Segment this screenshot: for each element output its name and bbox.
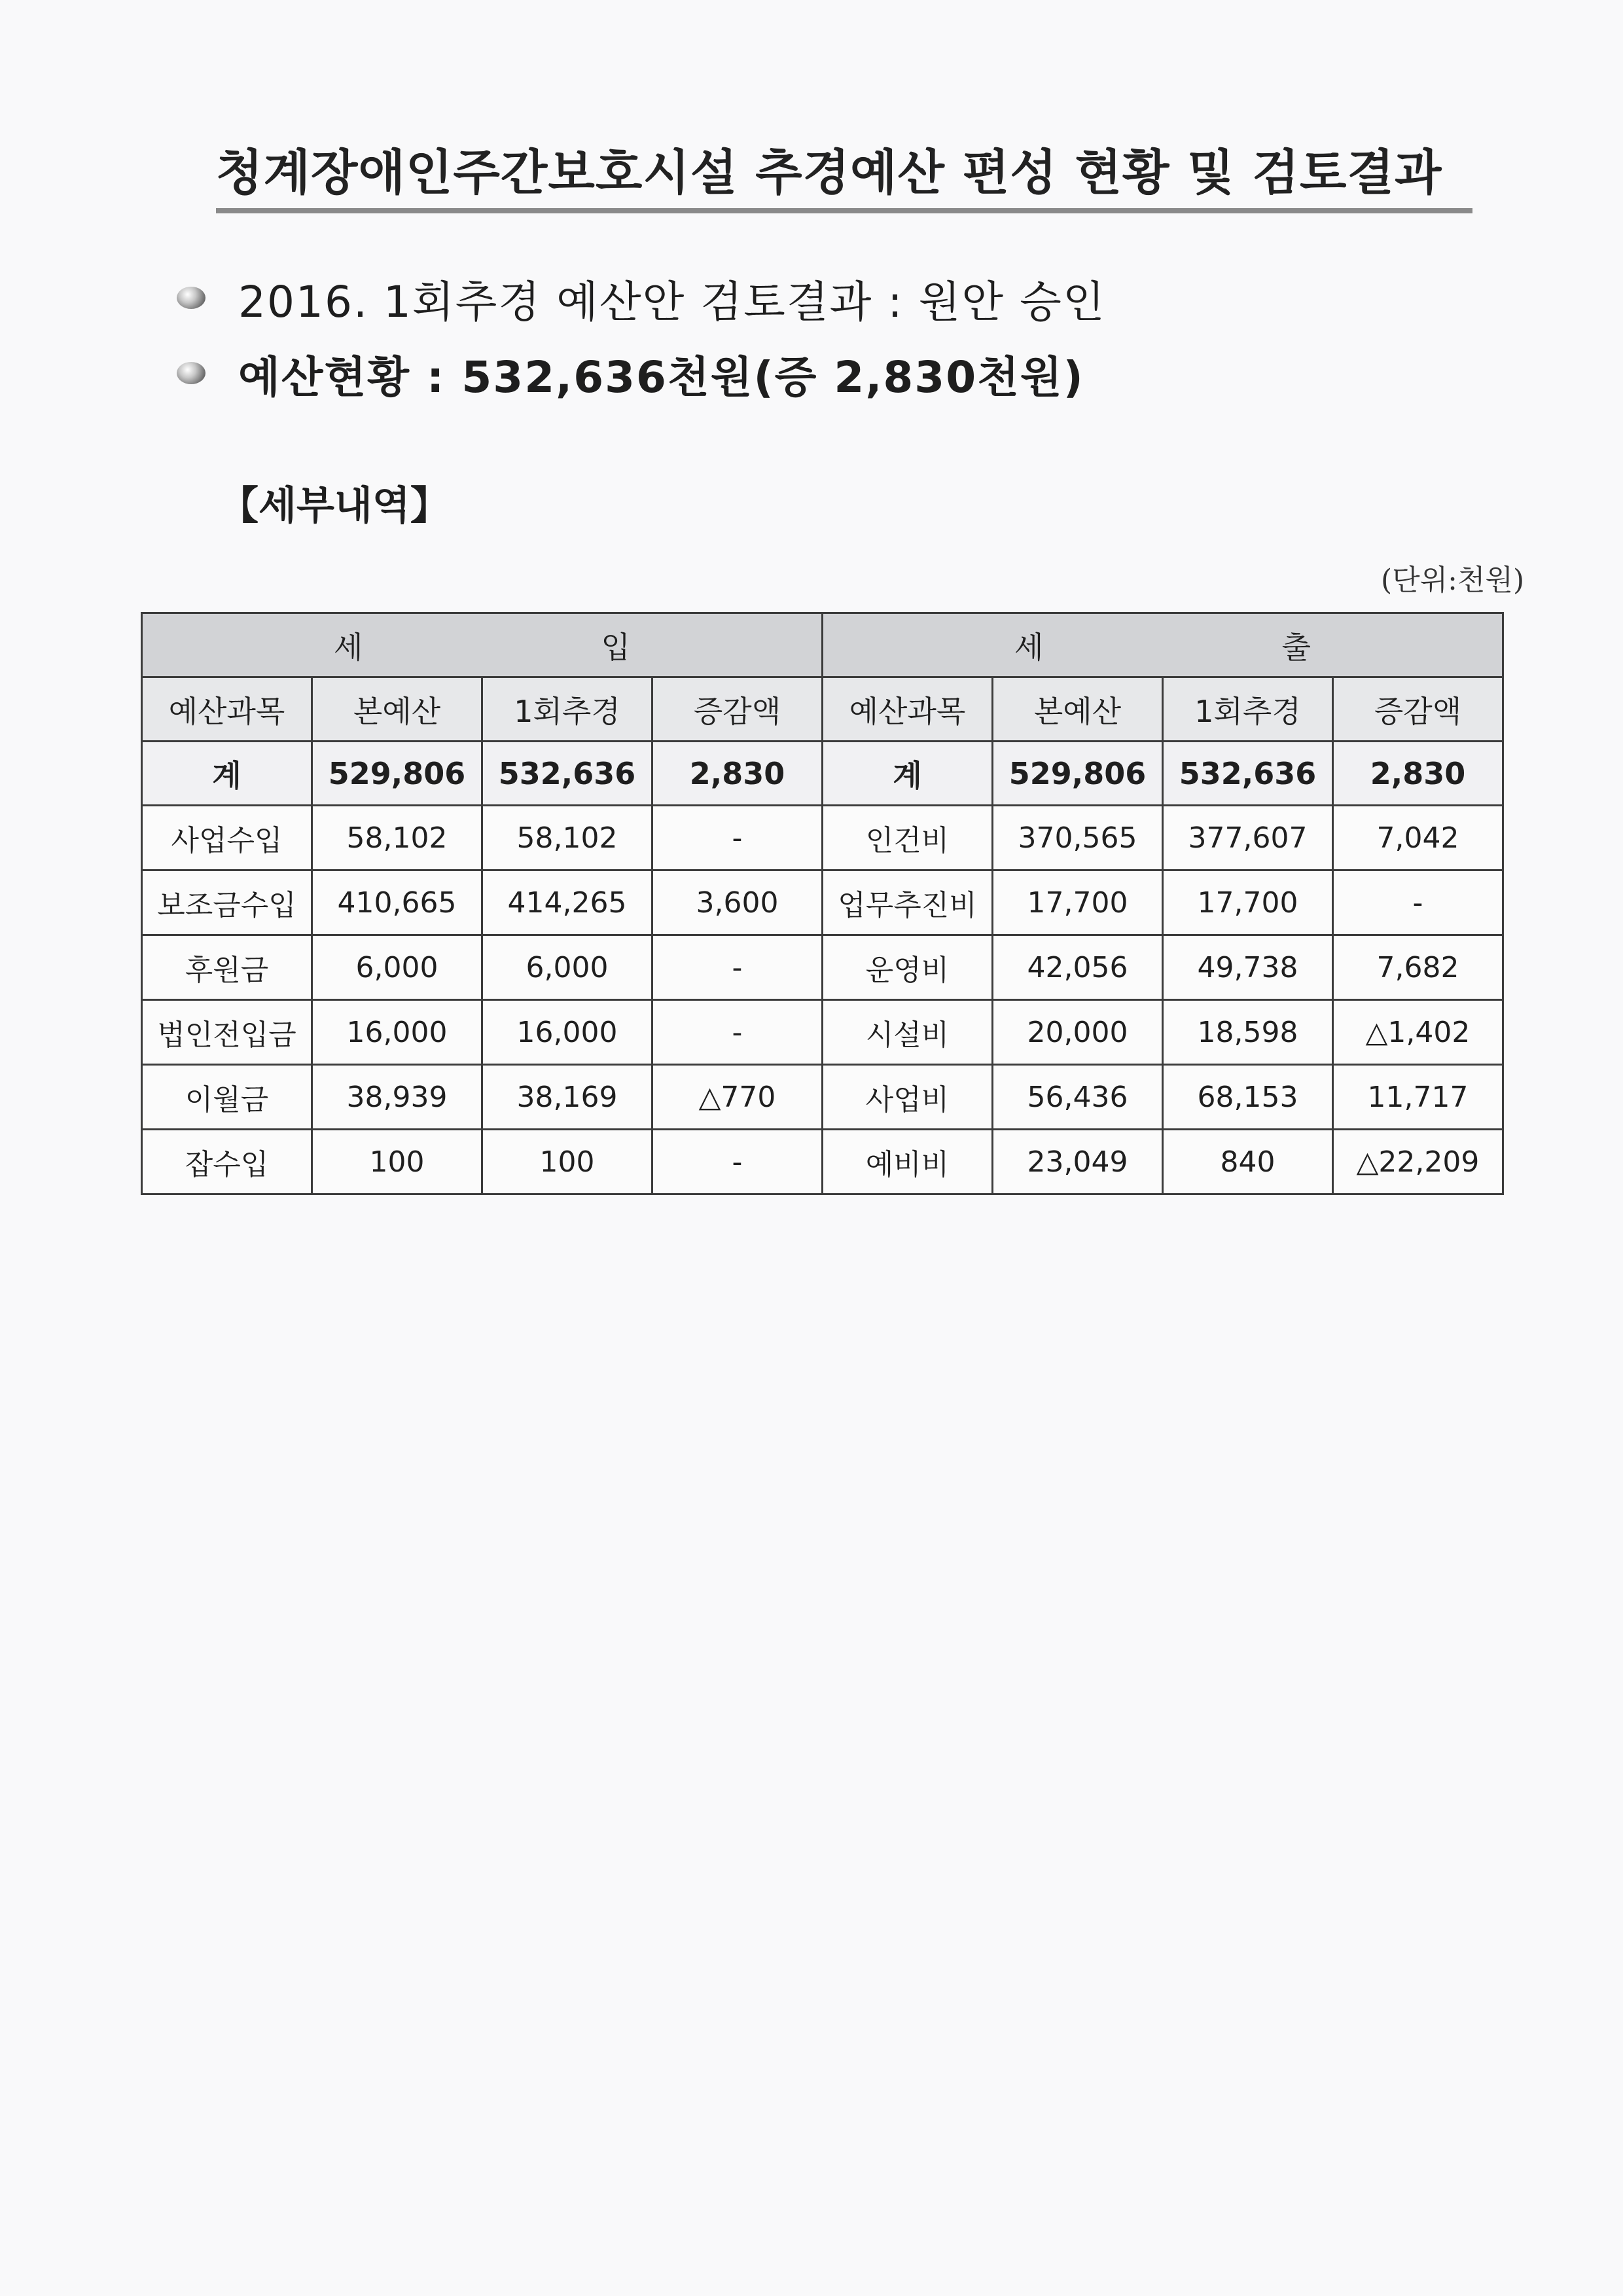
table-cell: 38,169	[482, 1065, 652, 1130]
document-title: 청계장애인주간보호시설 추경예산 편성 현황 및 검토결과	[216, 145, 1442, 201]
table-cell: 414,265	[482, 870, 652, 935]
table-cell: 예비비	[823, 1130, 993, 1194]
table-cell: 532,636	[482, 742, 652, 806]
table-cell: 잡수입	[142, 1130, 312, 1194]
table-cell: -	[652, 935, 823, 1000]
table-cell: 68,153	[1163, 1065, 1333, 1130]
table-cell: 100	[482, 1130, 652, 1194]
table-cell: 529,806	[312, 742, 482, 806]
table-cell: 42,056	[993, 935, 1163, 1000]
table-cell: 사업수입	[142, 806, 312, 870]
table-row	[142, 1000, 1503, 1065]
column-header: 증감액	[1333, 677, 1503, 742]
table-cell: 7,042	[1333, 806, 1503, 870]
table-cell: -	[1333, 870, 1503, 935]
table-cell: 58,102	[482, 806, 652, 870]
table-cell: 410,665	[312, 870, 482, 935]
unit-note: (단위:천원)	[1381, 564, 1525, 597]
column-header: 본예산	[312, 677, 482, 742]
table-cell: 18,598	[1163, 1000, 1333, 1065]
table-cell: 11,717	[1333, 1065, 1503, 1130]
table-row	[142, 806, 1503, 870]
budget-status-text: 예산현황 : 532,636천원(증 2,830천원)	[238, 351, 1084, 403]
table-cell: 532,636	[1163, 742, 1333, 806]
table-cell: 인건비	[823, 806, 993, 870]
table-cell: △1,402	[1333, 1000, 1503, 1065]
table-row	[142, 870, 1503, 935]
budget-table	[141, 612, 1504, 1195]
table-cell: 시설비	[823, 1000, 993, 1065]
table-cell: 법인전입금	[142, 1000, 312, 1065]
table-cell: 2,830	[652, 742, 823, 806]
table-cell: 377,607	[1163, 806, 1333, 870]
revenue-header-char: 입	[601, 629, 630, 665]
section-heading: 【세부내역】	[219, 483, 450, 529]
revenue-header-char: 세	[334, 629, 363, 665]
table-cell: 16,000	[482, 1000, 652, 1065]
table-cell: 운영비	[823, 935, 993, 1000]
table-cell: 17,700	[1163, 870, 1333, 935]
column-header: 1회추경	[1163, 677, 1333, 742]
total-row	[142, 742, 1503, 806]
column-header-row	[142, 677, 1503, 742]
table-cell: 3,600	[652, 870, 823, 935]
table-cell: 23,049	[993, 1130, 1163, 1194]
bullet-icon	[177, 362, 205, 384]
table-cell: -	[652, 1000, 823, 1065]
table-cell: 7,682	[1333, 935, 1503, 1000]
review-result-text: 2016. 1회추경 예산안 검토결과 : 원안 승인	[238, 276, 1106, 327]
table-cell: 6,000	[312, 935, 482, 1000]
column-header: 1회추경	[482, 677, 652, 742]
column-header: 증감액	[652, 677, 823, 742]
table-cell: 370,565	[993, 806, 1163, 870]
table-cell: 49,738	[1163, 935, 1333, 1000]
column-header: 예산과목	[823, 677, 993, 742]
table-cell: 16,000	[312, 1000, 482, 1065]
table-cell: -	[652, 806, 823, 870]
table-cell: 계	[142, 742, 312, 806]
revenue-group-header	[142, 613, 823, 677]
table-cell: 20,000	[993, 1000, 1163, 1065]
review-result-line	[177, 268, 1106, 327]
table-cell: △22,209	[1333, 1130, 1503, 1194]
title-underline	[216, 208, 1472, 213]
table-cell: 58,102	[312, 806, 482, 870]
table-cell: 후원금	[142, 935, 312, 1000]
table-cell: △770	[652, 1065, 823, 1130]
group-header-row	[142, 613, 1503, 677]
table-cell: 업무추진비	[823, 870, 993, 935]
table-row	[142, 1130, 1503, 1194]
table-cell: 2,830	[1333, 742, 1503, 806]
table-cell: 사업비	[823, 1065, 993, 1130]
table-cell: 17,700	[993, 870, 1163, 935]
column-header: 예산과목	[142, 677, 312, 742]
budget-status-line	[177, 344, 1084, 403]
table-cell: 38,939	[312, 1065, 482, 1130]
table-cell: 56,436	[993, 1065, 1163, 1130]
expense-header-char: 세	[1014, 629, 1044, 665]
table-row	[142, 1065, 1503, 1130]
table-cell: 계	[823, 742, 993, 806]
bullet-icon	[177, 287, 205, 309]
table-cell: 100	[312, 1130, 482, 1194]
table-cell: 보조금수입	[142, 870, 312, 935]
column-header: 본예산	[993, 677, 1163, 742]
table-cell: 840	[1163, 1130, 1333, 1194]
table-cell: 6,000	[482, 935, 652, 1000]
table-row	[142, 935, 1503, 1000]
table-cell: 529,806	[993, 742, 1163, 806]
expense-header-char: 출	[1281, 629, 1311, 665]
table-cell: -	[652, 1130, 823, 1194]
table-cell: 이월금	[142, 1065, 312, 1130]
expense-group-header	[823, 613, 1503, 677]
